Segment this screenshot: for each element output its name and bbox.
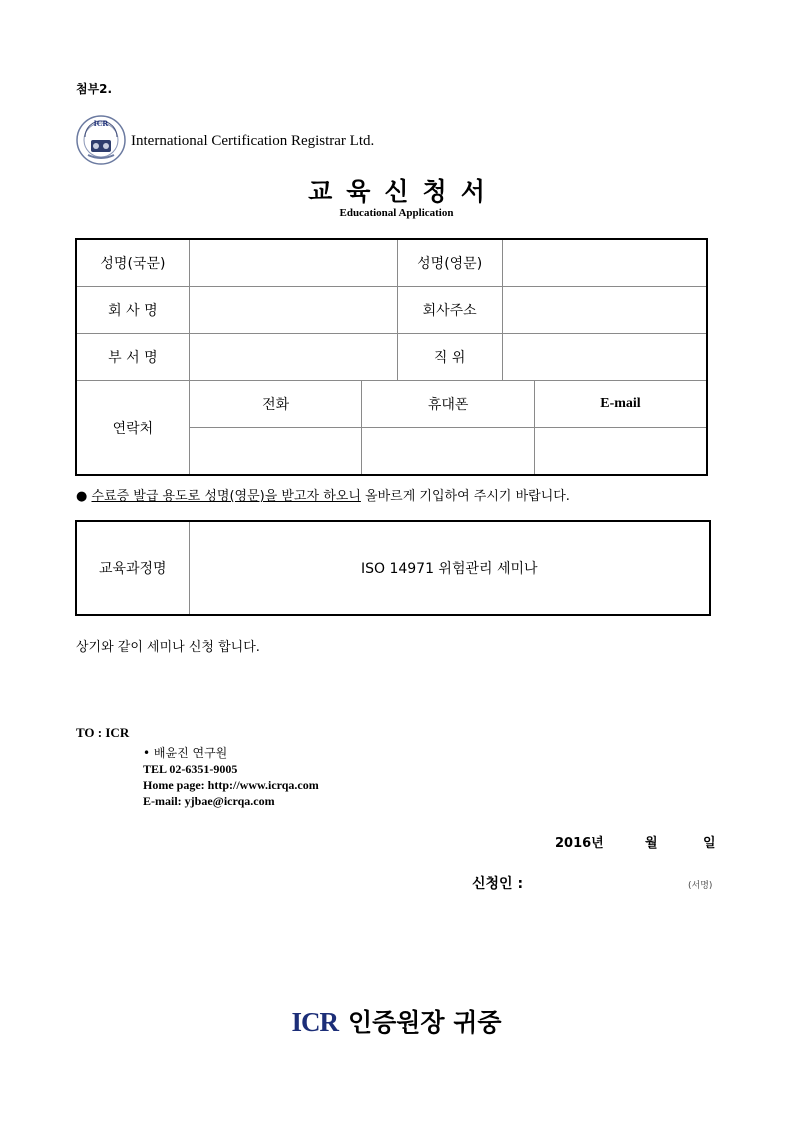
course-label: 교육과정명 xyxy=(76,521,189,615)
notice xyxy=(76,485,570,504)
page-subtitle: Educational Application xyxy=(339,207,454,219)
confirmation-text: 상기와 같이 세미나 신청 합니다. xyxy=(76,640,260,655)
contact-info xyxy=(143,745,319,809)
name-kr-field[interactable] xyxy=(189,239,397,287)
footer-addressee xyxy=(0,1003,793,1039)
name-kr-label: 성명(국문) xyxy=(76,239,189,287)
to-label: TO : ICR xyxy=(76,725,130,740)
signature-label: (서명) xyxy=(688,881,713,891)
application-form-table xyxy=(75,238,708,476)
date-day: 일 xyxy=(703,836,716,851)
date-year: 2016년 xyxy=(555,836,604,851)
name-en-field[interactable] xyxy=(502,239,707,287)
contact-homepage[interactable]: Home page: http://www.icrqa.com xyxy=(143,778,319,792)
position-label: 직 위 xyxy=(397,334,502,381)
date-month: 월 xyxy=(645,836,658,851)
footer-text: 인증원장 귀중 xyxy=(347,1008,502,1037)
contact-tel: TEL 02-6351-9005 xyxy=(143,762,238,776)
footer-icr-logo: ICR xyxy=(291,1007,338,1037)
contact-email[interactable]: E-mail: yjbae@icrqa.com xyxy=(143,794,275,808)
course-table xyxy=(75,520,711,616)
company-label: 회 사 명 xyxy=(76,287,189,334)
mobile-label: 휴대폰 xyxy=(362,381,535,428)
phone-label: 전화 xyxy=(189,381,362,428)
email-field[interactable] xyxy=(534,428,707,476)
contact-label: 연락처 xyxy=(76,381,189,476)
phone-field[interactable] xyxy=(189,428,362,476)
mobile-field[interactable] xyxy=(362,428,535,476)
course-name: ISO 14971 위험관리 세미나 xyxy=(189,521,710,615)
notice-underlined-text: 수료증 발급 용도로 성명(영문)을 받고자 하오니 xyxy=(91,489,361,504)
company-field[interactable] xyxy=(189,287,397,334)
bullet-icon: ● xyxy=(76,489,88,504)
attachment-label: 첨부2. xyxy=(76,82,113,96)
company-name: International Certification Registrar Ltd. xyxy=(131,133,375,149)
dept-label: 부 서 명 xyxy=(76,334,189,381)
notice-text: 올바르게 기입하여 주시기 바랍니다. xyxy=(360,489,570,504)
dept-field[interactable] xyxy=(189,334,397,381)
applicant-label: 신청인 : xyxy=(472,876,524,892)
svg-text:ICR: ICR xyxy=(93,119,109,128)
page-title: 교육신청서 xyxy=(308,177,499,206)
address-label: 회사주소 xyxy=(397,287,502,334)
contact-name: • 배윤진 연구원 xyxy=(143,746,228,760)
position-field[interactable] xyxy=(502,334,707,381)
email-label: E-mail xyxy=(534,381,707,428)
name-en-label: 성명(영문) xyxy=(397,239,502,287)
address-field[interactable] xyxy=(502,287,707,334)
icr-seal-logo-icon xyxy=(76,115,126,165)
